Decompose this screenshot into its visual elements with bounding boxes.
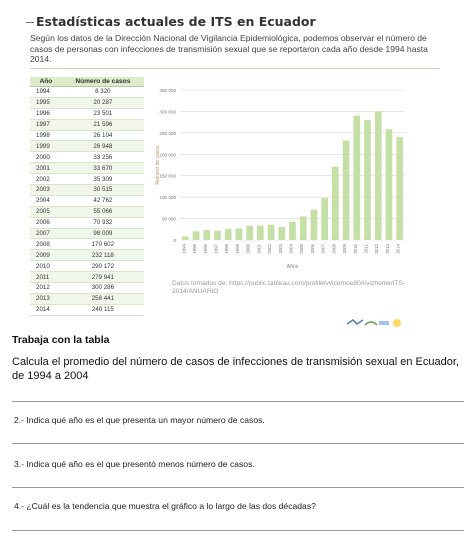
x-tick-label: 1994 (181, 244, 187, 254)
cell-year: 2011 (30, 272, 62, 283)
intro-paragraph: Según los datos de la Dirección Nacional de Vigilancia Epidemiológica, podemos observar el número de casos de personas con infecciones de transmisión sexual que se reportaron cada año desde 1994 hasta 2014. (30, 33, 428, 64)
cases-table (30, 77, 144, 316)
x-tick-label: 2002 (267, 244, 273, 254)
x-tick-label: 1999 (234, 244, 240, 254)
bar (278, 227, 285, 240)
column-header-cases: Número de casos (62, 77, 144, 87)
bar (375, 111, 382, 240)
table-row (30, 141, 144, 152)
cell-cases: 33 670 (62, 163, 144, 174)
x-tick-label: 1996 (202, 244, 208, 254)
table-row (30, 239, 144, 250)
x-tick-label: 1998 (224, 244, 230, 254)
bar (289, 222, 296, 240)
cell-cases: 279 941 (62, 272, 144, 283)
bar (321, 198, 328, 240)
cell-year: 1995 (30, 97, 62, 108)
bar (257, 226, 264, 240)
cell-cases: 170 602 (62, 239, 144, 250)
cell-cases: 21 596 (62, 119, 144, 130)
cell-year: 2013 (30, 293, 62, 304)
cell-cases: 33 256 (62, 152, 144, 163)
question-4: 4.- ¿Cuál es la tendencia que muestra el gráfico a lo largo de las dos décadas? (14, 501, 316, 511)
cell-year: 2008 (30, 239, 62, 250)
table-row (30, 174, 144, 185)
y-tick-label: 150 000 (159, 173, 176, 179)
table-row (30, 293, 144, 304)
cell-year: 1999 (30, 141, 62, 152)
page-title: Estadísticas actuales de ITS en Ecuador (36, 14, 316, 29)
cell-year: 2004 (30, 195, 62, 206)
table-row (30, 217, 144, 228)
question-1-prompt: Calcula el promedio del número de casos de infecciones de transmisión sexual en Ecuador, de 1994 a 2004 (12, 356, 459, 382)
answer-line[interactable] (12, 401, 464, 402)
bar (311, 210, 318, 240)
cell-cases: 98 009 (62, 228, 144, 239)
cell-year: 2005 (30, 206, 62, 217)
table-row (30, 261, 144, 272)
cell-year: 2014 (30, 304, 62, 315)
y-tick-label: 250 000 (159, 130, 176, 136)
y-axis-label: Número de casos (155, 145, 161, 185)
bar (396, 137, 403, 240)
title-accent-line (26, 22, 34, 23)
x-tick-label: 2013 (384, 244, 390, 254)
bar (353, 116, 360, 240)
y-tick-label: 50 000 (161, 216, 176, 222)
x-tick-label: 2007 (320, 244, 326, 254)
bar (214, 231, 221, 240)
x-tick-label: 1997 (213, 244, 219, 254)
cell-year: 1994 (30, 87, 62, 98)
cell-cases: 300 286 (62, 283, 144, 294)
cell-cases: 30 515 (62, 185, 144, 196)
question-2: 2.- Indica qué año es el que presenta un mayor número de casos. (14, 415, 265, 425)
x-tick-label: 2011 (363, 244, 369, 254)
cell-year: 2001 (30, 163, 62, 174)
cell-year: 1997 (30, 119, 62, 130)
cell-year: 1998 (30, 130, 62, 141)
answer-line[interactable] (12, 443, 464, 444)
cell-year: 2006 (30, 217, 62, 228)
y-tick-label: 0 (173, 238, 176, 243)
x-tick-label: 2009 (342, 244, 348, 254)
cell-cases: 23 501 (62, 108, 144, 119)
cell-year: 2012 (30, 283, 62, 294)
x-tick-label: 2005 (299, 244, 305, 254)
bar (364, 120, 371, 240)
table-row (30, 195, 144, 206)
cell-cases: 26 948 (62, 141, 144, 152)
cell-cases: 8 320 (62, 87, 144, 98)
table-row (30, 87, 144, 98)
table-row (30, 250, 144, 261)
bar (332, 167, 339, 240)
cell-cases: 240 115 (62, 304, 144, 315)
table-row (30, 228, 144, 239)
y-tick-label: 350 000 (159, 88, 176, 93)
divider (30, 68, 440, 69)
x-tick-label: 2014 (395, 244, 401, 254)
section-heading: Trabaja con la tabla (12, 334, 110, 346)
x-tick-label: 1995 (192, 244, 198, 254)
table-row (30, 272, 144, 283)
cell-cases: 42 762 (62, 195, 144, 206)
bar (300, 216, 307, 240)
table-row (30, 304, 144, 315)
x-tick-label: 2012 (374, 244, 380, 254)
bar (386, 129, 393, 240)
cell-cases: 232 118 (62, 250, 144, 261)
cell-year: 2000 (30, 152, 62, 163)
cell-year: 2009 (30, 250, 62, 261)
bar (268, 225, 275, 240)
x-axis-label: Años (286, 264, 299, 270)
cell-cases: 26 104 (62, 130, 144, 141)
cell-year: 2003 (30, 185, 62, 196)
y-tick-label: 200 000 (159, 152, 176, 158)
x-tick-label: 2001 (256, 244, 262, 254)
answer-line[interactable] (12, 487, 464, 488)
table-row (30, 185, 144, 196)
table-row (30, 283, 144, 294)
cell-cases: 55 066 (62, 206, 144, 217)
bar (246, 226, 253, 240)
x-tick-label: 2008 (331, 244, 337, 254)
table-row (30, 108, 144, 119)
bar (193, 231, 200, 240)
cell-year: 1996 (30, 108, 62, 119)
bar (236, 228, 243, 240)
x-tick-label: 2010 (352, 244, 358, 254)
y-tick-label: 100 000 (159, 195, 176, 201)
answer-line[interactable] (12, 530, 464, 531)
cell-cases: 258 441 (62, 293, 144, 304)
bar (225, 229, 232, 240)
cell-cases: 70 932 (62, 217, 144, 228)
x-tick-label: 2003 (277, 244, 283, 254)
cell-year: 2002 (30, 174, 62, 185)
cell-year: 2007 (30, 228, 62, 239)
table-body (30, 87, 144, 316)
table-row (30, 206, 144, 217)
bar (203, 230, 210, 240)
table-row (30, 97, 144, 108)
cell-cases: 35 309 (62, 174, 144, 185)
bar (343, 141, 350, 240)
cell-cases: 20 287 (62, 97, 144, 108)
cell-cases: 290 172 (62, 261, 144, 272)
publisher-logo-icon (345, 316, 405, 330)
x-tick-label: 2006 (309, 244, 315, 254)
question-3: 3.- Indica qué año es el que presentó menos número de casos. (14, 459, 255, 469)
x-tick-label: 2004 (288, 244, 294, 254)
bar (182, 236, 189, 240)
table-row (30, 119, 144, 130)
cell-year: 2010 (30, 261, 62, 272)
column-header-year: Año (30, 77, 62, 87)
table-row (30, 130, 144, 141)
source-note: Datos tomados de: https://public.tableau.com/profile/vvicemoe80#/vizhome/ITS-2014/ANUARIO (172, 280, 406, 296)
cases-bar-chart (150, 82, 415, 272)
table-row (30, 152, 144, 163)
table-row (30, 163, 144, 174)
x-tick-label: 2000 (245, 244, 251, 254)
y-tick-label: 300 000 (159, 109, 176, 115)
